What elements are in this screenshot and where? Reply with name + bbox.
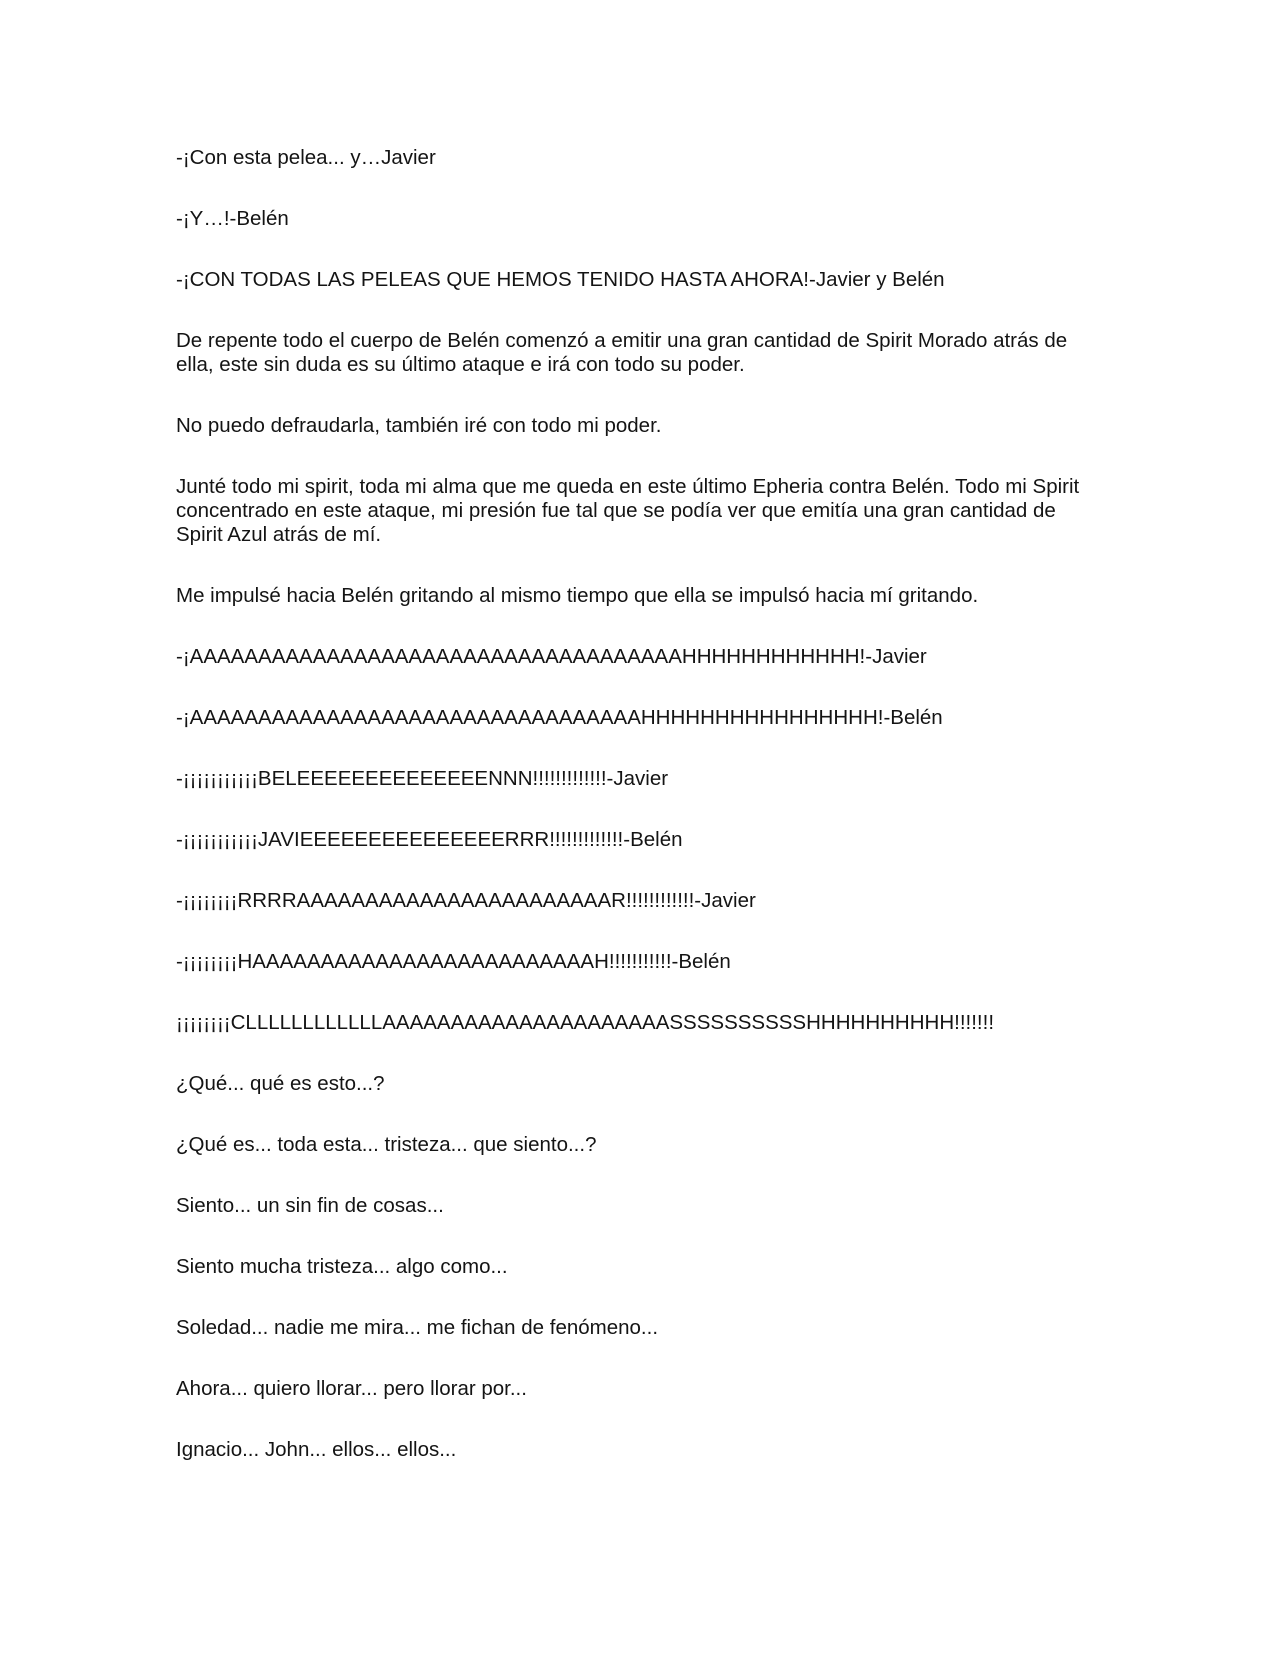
paragraph: -¡Y…!-Belén [176,207,289,230]
paragraph: -¡Con esta pelea... y…Javier [176,146,436,169]
paragraph: -¡¡¡¡¡¡¡¡¡¡¡BELEEEEEEEEEEEEEENNN!!!!!!!!!!!!!-Javier [176,767,669,790]
paragraph: -¡¡¡¡¡¡¡¡¡¡¡JAVIEEEEEEEEEEEEEEERRR!!!!!!!!!!!!!-Belén [176,828,683,851]
paragraph: Siento... un sin fin de cosas... [176,1194,444,1217]
paragraph: ¿Qué es... toda esta... tristeza... que siento...? [176,1133,597,1156]
paragraph: No puedo defraudarla, también iré con todo mi poder. [176,414,662,437]
paragraph: -¡CON TODAS LAS PELEAS QUE HEMOS TENIDO HASTA AHORA!-Javier y Belén [176,268,945,291]
paragraph: Siento mucha tristeza... algo como... [176,1255,508,1278]
paragraph: ¡¡¡¡¡¡¡¡CLLLLLLLLLLLLAAAAAAAAAAAAAAAAAAAAASSSSSSSSSSHHHHHHHHHH!!!!!!! [176,1011,995,1034]
paragraph: Ahora... quiero llorar... pero llorar por... [176,1377,527,1400]
paragraph: ¿Qué... qué es esto...? [176,1072,385,1095]
paragraph: -¡AAAAAAAAAAAAAAAAAAAAAAAAAAAAAAAAAHHHHHHHHHHHHHHHH!-Belén [176,706,943,729]
paragraph: -¡¡¡¡¡¡¡¡RRRRAAAAAAAAAAAAAAAAAAAAAAAR!!!!!!!!!!!!-Javier [176,889,756,912]
paragraph: Me impulsé hacia Belén gritando al mismo tiempo que ella se impulsó hacia mí gritando. [176,584,979,607]
paragraph: Junté todo mi spirit, toda mi alma que me queda en este último Epheria contra Belén. Todo mi Spirit concentrado en este ataque, mi presión fue tal que se podía ver que emitía una gran cantidad de Spirit Azul atrás de mí. [176,475,1080,546]
paragraph: -¡AAAAAAAAAAAAAAAAAAAAAAAAAAAAAAAAAAAAHHHHHHHHHHHH!-Javier [176,645,927,668]
paragraph: Soledad... nadie me mira... me fichan de fenómeno... [176,1316,659,1339]
story-text [176,146,1106,1499]
paragraph: -¡¡¡¡¡¡¡¡HAAAAAAAAAAAAAAAAAAAAAAAAAH!!!!!!!!!!!-Belén [176,950,731,973]
paragraph: Ignacio... John... ellos... ellos... [176,1438,457,1461]
paragraph: De repente todo el cuerpo de Belén comenzó a emitir una gran cantidad de Spirit Morado atrás de ella, este sin duda es su último ataque e irá con todo su poder. [176,329,1068,376]
